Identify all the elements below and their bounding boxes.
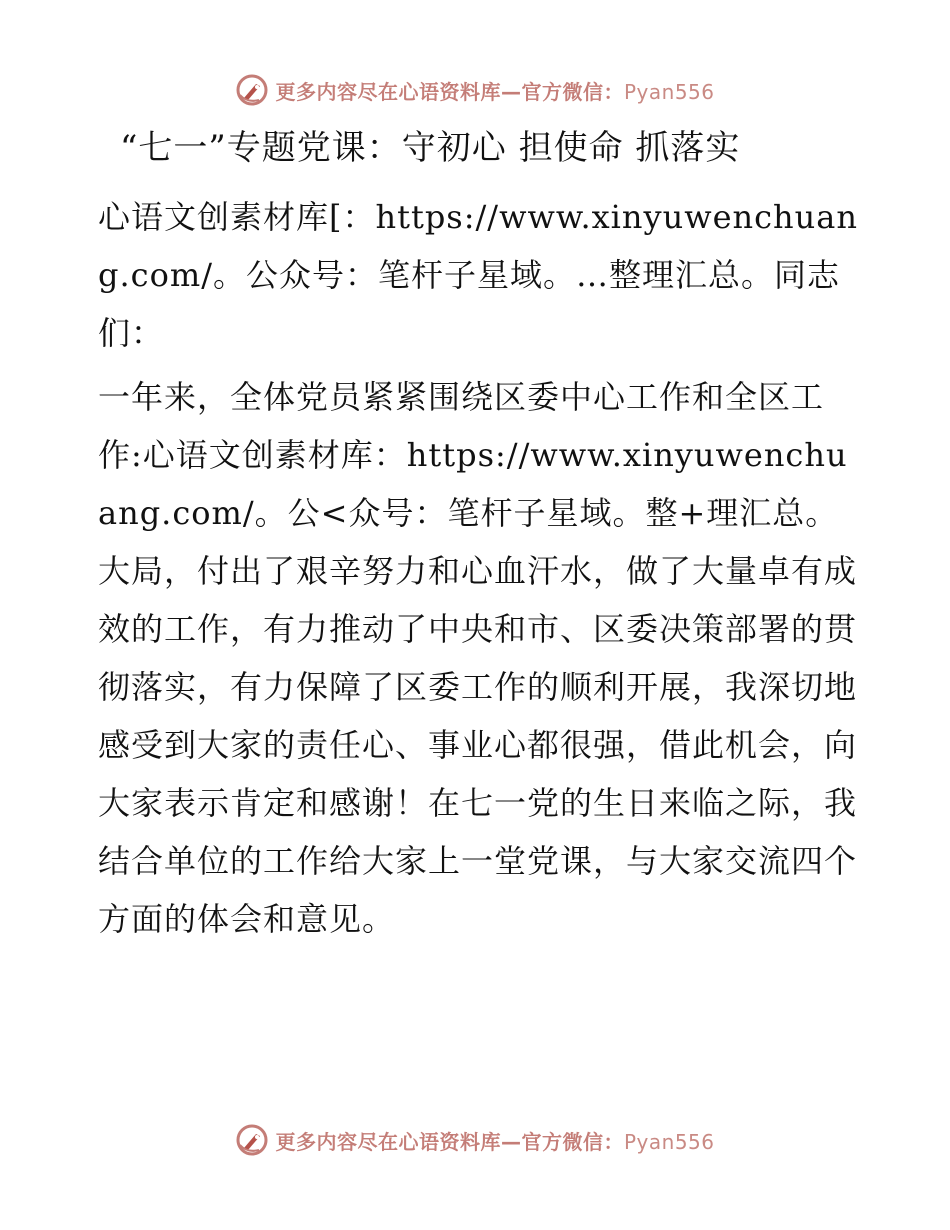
header-watermark-banner (0, 70, 950, 110)
watermark-text: 更多内容尽在心语资料库—官方微信：Pyan556 (275, 79, 715, 104)
document-title: “七一”专题党课：守初心 担使命 抓落实 (120, 128, 741, 168)
footer-watermark-banner (0, 1120, 950, 1160)
document-body (98, 120, 858, 948)
paragraph-intro: 心语文创素材库[：https://www.xinyuwenchuang.com/。公众号：笔杆子星域。…整理汇总。同志们： (98, 198, 858, 352)
paragraph-main: 一年来，全体党员紧紧围绕区委中心工作和全区工作:心语文创素材库：https://www.xinyuwenchuang.com/。公<众号：笔杆子星域。整+理汇总。大局，付出了艰辛努力和心血汗水，做了大量卓有成效的工作，有力推动了中央和市、区委决策部署的贯彻落实，有力保障了区委工作的顺利开展，我深切地感受到大家的责任心、事业心都很强，借此机会，向大家表示肯定和感谢！在七一党的生日来临之际，我结合单位的工作给大家上一堂党课，与大家交流四个方面的体会和意见。 (98, 378, 858, 938)
watermark-text: 更多内容尽在心语资料库—官方微信：Pyan556 (275, 1129, 715, 1154)
pen-nib-circle-logo-icon (235, 73, 269, 107)
pen-nib-circle-logo-icon (235, 1123, 269, 1157)
